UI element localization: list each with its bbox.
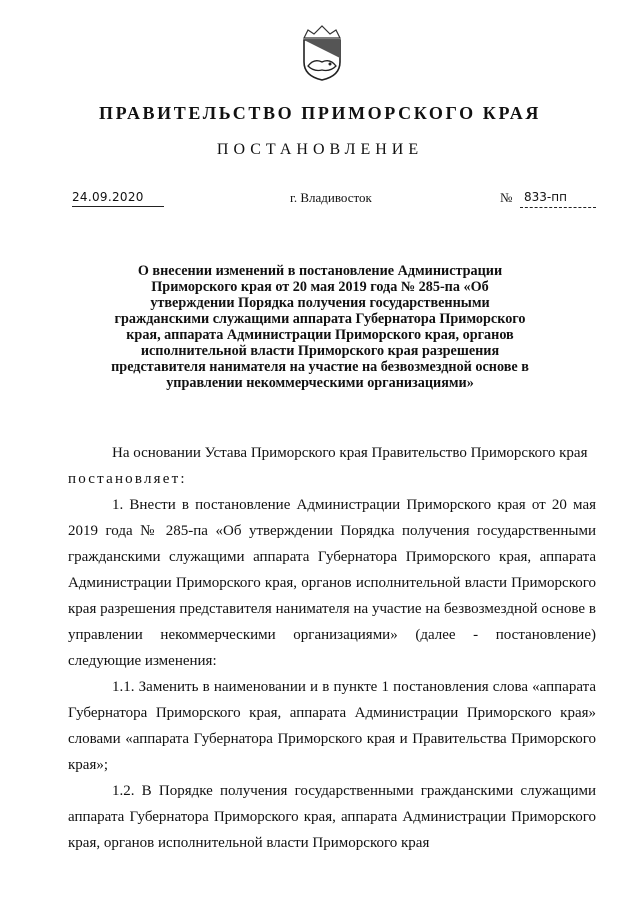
number-sign: № (500, 190, 513, 205)
document-number: 833-пп (524, 190, 567, 204)
item-1-2: 1.2. В Порядке получения государственными гражданскими служащими аппарата Губернатора Приморского края, аппарата Администрации Приморского края, органов исполнительной власти Приморского края (68, 783, 596, 851)
resolves-text: постановляет: (68, 471, 187, 487)
document-type: ПОСТАНОВЛЕНИЕ (216, 141, 424, 158)
date-underline (72, 206, 164, 207)
item-1: 1. Внести в постановление Администрации Приморского края от 20 мая 2019 года № 285-па «Об утверждении Порядка получения государственными гражданскими служащими аппарата Губернатора Приморского края, аппарата Администрации Приморского края, органов исполнительной власти Приморского края разрешения представителя нанимателя на участие на безвозмездной основе в управлении некоммерческими организациями» (далее - постановление) следующие изменения: (68, 497, 596, 669)
item-1-1: 1.1. Заменить в наименовании и в пункте 1 постановления слова «аппарата Губернатора Приморского края, аппарата Администрации Приморского края» словами «аппарата Губернатора Приморского края и Правительства Приморского края»; (68, 679, 596, 773)
preamble-text: На основании Устава Приморского края Правительство Приморского края (112, 445, 588, 461)
document-meta (72, 188, 596, 210)
number-underline (520, 207, 596, 208)
document-body (68, 440, 596, 856)
coat-of-arms-icon (300, 22, 344, 82)
document-subject: О внесении изменений в постановление Администрации Приморского края от 20 мая 2019 года № 285-па «Об утверждении Порядка получения государственными гражданскими служащими аппарата Губернатора Приморского края, аппарата Администрации Приморского края, органов исполнительной власти Приморского края разрешения представителя нанимателя на участие на безвозмездной основе в управлении некоммерческими организациями» (111, 263, 529, 391)
government-title: ПРАВИТЕЛЬСТВО ПРИМОРСКОГО КРАЯ (99, 103, 541, 123)
document-city: г. Владивосток (290, 190, 372, 205)
document-date: 24.09.2020 (72, 190, 144, 204)
